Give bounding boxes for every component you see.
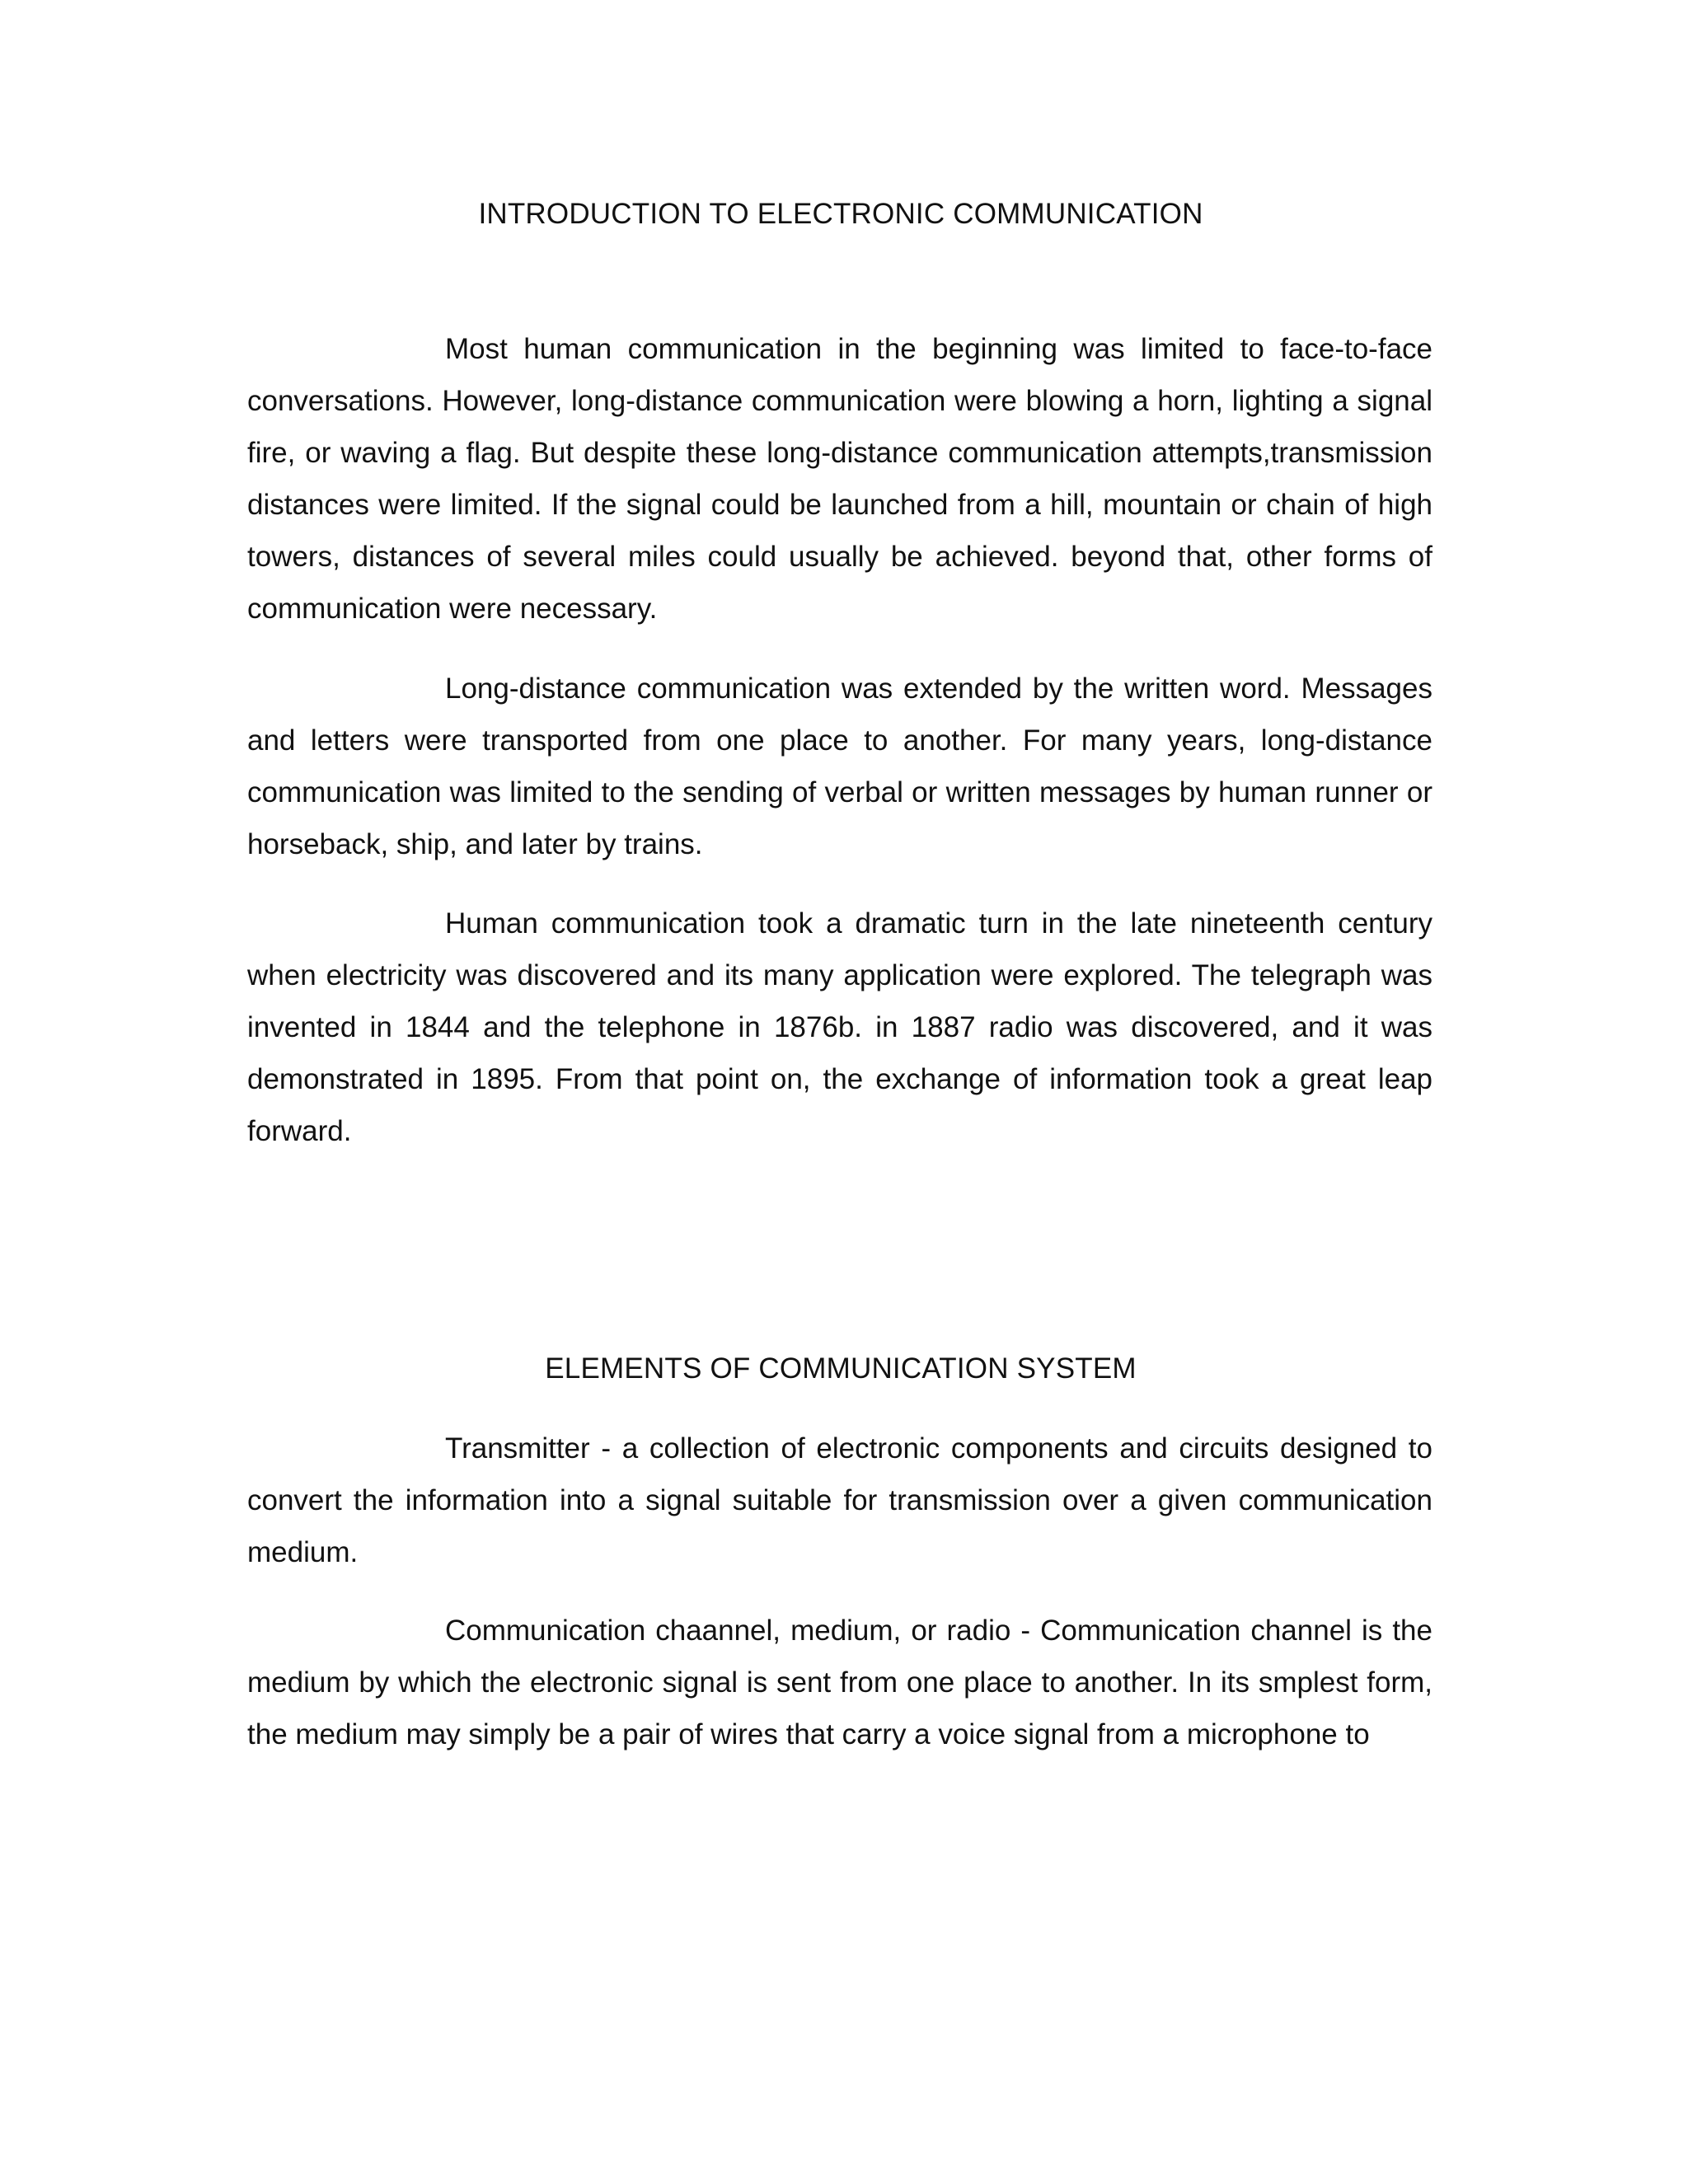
paragraph-early-communication: Most human communication in the beginning was limited to face-to-face conversations. However, long-distance communication were blowing a horn, lighting a signal fire, or waving a flag. But despite these long-distance communication attempts,transmission distances were limited. If the signal could be launched from a hill, mountain or chain of high towers, distances of several miles could usually be achieved. beyond that, other forms of communication were necessary. xyxy=(247,333,1432,625)
paragraph-written-word: Long-distance communication was extended by the written word. Messages and letters were transported from one place to another. For many years, long-distance communication was limited to the sending of verbal or written messages by human runner or horseback, ship, and later by trains. xyxy=(247,673,1432,860)
section-title-introduction: INTRODUCTION TO ELECTRONIC COMMUNICATION xyxy=(478,198,1203,230)
section-title-elements: ELEMENTS OF COMMUNICATION SYSTEM xyxy=(545,1352,1137,1385)
paragraph-transmitter: Transmitter - a collection of electronic components and circuits designed to convert the information into a signal suitable for transmission over a given communication medium. xyxy=(247,1432,1432,1568)
paragraph-electricity: Human communication took a dramatic turn in the late nineteenth century when electricity was discovered and its many application were explored. The telegraph was invented in 1844 and the telephone in 1876b. in 1887 radio was discovered, and it was demonstrated in 1895. From that point on, the exchange of information took a great leap forward. xyxy=(247,907,1432,1147)
paragraph-communication-channel: Communication chaannel, medium, or radio - Communication channel is the medium by which the electronic signal is sent from one place to another. In its smplest form, the medium may simply be a pair of wires that carry a voice signal from a microphone to xyxy=(247,1615,1432,1750)
